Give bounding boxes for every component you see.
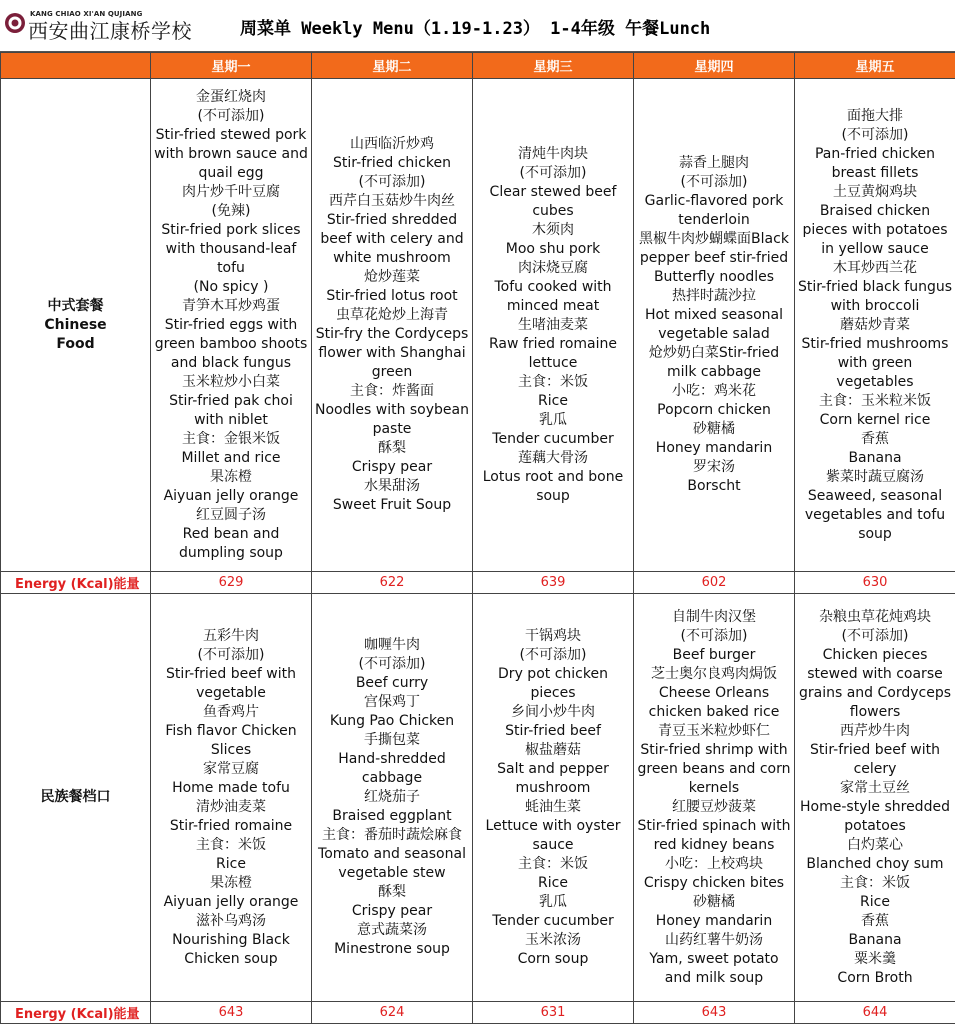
menu-item-line: Rice [538, 874, 568, 891]
menu-item-line: 山西临沂炒鸡 [350, 136, 434, 152]
menu-item-line: 蚝油生菜 [525, 798, 581, 815]
menu-item-line: 紫菜时蔬豆腐汤 [826, 468, 924, 485]
weekday-header-row [1, 53, 955, 79]
menu-item-line: Rice [860, 893, 890, 910]
section-label-ethnic-food [1, 594, 151, 1002]
menu-item-line: Aiyuan jelly orange [163, 487, 299, 504]
menu-item-line: Banana [848, 449, 902, 466]
menu-item-line: (不可添加) [197, 646, 265, 663]
menu-item-line: Stir-fried black fungus with broccoli [797, 278, 953, 314]
menu-item-line: 鱼香鸡片 [203, 703, 259, 720]
menu-item-line: 砂糖橘 [693, 421, 735, 437]
menu-item-line: Tender cucumber [492, 912, 614, 929]
menu-item-line: 热拌时蔬沙拉 [672, 288, 756, 304]
menu-item-line: Dry pot chicken pieces [498, 665, 608, 701]
energy-value: 639 [473, 572, 634, 594]
menu-item-line: 干锅鸡块 [525, 627, 581, 644]
page-header [0, 0, 955, 52]
menu-item-line: 香蕉 [861, 912, 889, 929]
menu-item-line: 粟米羹 [854, 950, 896, 967]
menu-item-line: Nourishing Black Chicken soup [172, 931, 290, 967]
menu-item-line: 白灼菜心 [847, 836, 903, 853]
menu-cell-chinese-tue [312, 79, 473, 572]
menu-item-line: 西芹炒牛肉 [840, 722, 910, 739]
section-label-line: 民族餐档口 [40, 789, 111, 805]
corner-cell [1, 53, 151, 79]
menu-item-line: Stir-fried pak choi with niblet [169, 392, 293, 428]
menu-item-line: Hand-shredded cabbage [338, 751, 446, 786]
menu-item-line: (不可添加) [519, 646, 587, 663]
menu-item-line: 果冻橙 [210, 468, 252, 485]
menu-item-line: Banana [848, 931, 902, 948]
menu-item-line: Stir-fried beef with vegetable [166, 665, 296, 701]
energy-label: Energy (Kcal)能量 [1, 572, 151, 594]
menu-item-line: 酥梨 [378, 884, 406, 900]
day-header-wed: 星期三 [473, 53, 634, 79]
menu-item-line: 黑椒牛肉炒蝴蝶面Black pepper beef stir-fried Butterfly noodles [639, 231, 789, 285]
menu-item-line: 青豆玉米粒炒虾仁 [658, 722, 770, 739]
menu-item-line: Salt and pepper mushroom [497, 760, 609, 796]
menu-item-line: (不可添加) [841, 126, 909, 143]
menu-item-line: 五彩牛肉 [203, 627, 259, 644]
menu-item-line: Chicken pieces stewed with coarse grains and Cordyceps flowers [798, 646, 952, 720]
menu-item-line: Rice [216, 855, 246, 872]
day-header-mon: 星期一 [151, 53, 312, 79]
menu-item-line: Blanched choy sum [806, 855, 944, 872]
school-logo [4, 8, 194, 42]
menu-item-line: 主食：米饭 [518, 855, 588, 872]
menu-item-line: Minestrone soup [334, 941, 450, 957]
menu-item-line: Lotus root and bone soup [482, 468, 624, 504]
menu-item-line: Stir-fried shrimp with green beans and corn kernels [637, 741, 791, 796]
menu-item-line: Cheese Orleans chicken baked rice [648, 684, 780, 720]
menu-item-line: Sweet Fruit Soup [332, 497, 452, 513]
chinese-food-row [1, 79, 955, 572]
menu-item-line: 果冻橙 [210, 874, 252, 891]
section-label-line: 中式套餐 [47, 297, 104, 314]
menu-item-line: (No spicy ) [193, 278, 269, 295]
page-title: 周菜单 Weekly Menu（1.19-1.23） 1-4年级 午餐Lunch [240, 19, 711, 39]
menu-item-line: 炝炒奶白菜Stir-fried milk cabbage [648, 345, 780, 380]
menu-item-line: 炝炒莲菜 [364, 269, 420, 285]
energy-value: 629 [151, 572, 312, 594]
menu-cell-chinese-wed [473, 79, 634, 572]
menu-item-line: (不可添加) [358, 174, 426, 190]
menu-item-line: (不可添加) [197, 107, 265, 124]
menu-item-line: Fish flavor Chicken Slices [165, 722, 297, 758]
menu-item-line: Yam, sweet potato and milk soup [649, 950, 779, 986]
menu-item-line: 家常土豆丝 [840, 779, 910, 796]
section-label-line: Food [56, 335, 95, 352]
menu-item-line: Noodles with soybean paste [315, 402, 469, 437]
menu-item-line: Lettuce with oyster sauce [485, 817, 621, 853]
menu-item-line: 土豆黄焖鸡块 [833, 183, 917, 200]
menu-item-line: Clear stewed beef cubes [489, 183, 617, 219]
menu-item-line: 生啫油麦菜 [518, 316, 588, 333]
energy-row-ethnic [1, 1002, 955, 1024]
energy-value: 643 [151, 1002, 312, 1024]
menu-item-line: Honey mandarin [655, 912, 773, 929]
menu-item-line: 主食：玉米粒米饭 [819, 392, 931, 409]
menu-item-line: 主食：米饭 [840, 874, 910, 891]
energy-value: 644 [795, 1002, 955, 1024]
menu-item-line: (免辣) [211, 202, 251, 219]
menu-item-line: (不可添加) [519, 164, 587, 181]
menu-item-line: 莲藕大骨汤 [518, 449, 588, 466]
menu-item-line: Garlic-flavored pork tenderloin [644, 193, 784, 228]
menu-item-line: 咖喱牛肉 [364, 637, 420, 653]
menu-item-line: 乳瓜 [539, 893, 567, 910]
day-header-fri: 星期五 [795, 53, 955, 79]
menu-item-line: (不可添加) [841, 627, 909, 644]
menu-item-line: 蘑菇炒青菜 [840, 316, 910, 333]
menu-item-line: 红烧茄子 [364, 789, 420, 805]
menu-item-line: 主食：炸酱面 [350, 383, 434, 399]
menu-cell-chinese-thu [634, 79, 795, 572]
menu-item-line: 主食：米饭 [518, 373, 588, 390]
menu-item-line: 西芹白玉菇炒牛肉丝 [329, 193, 455, 209]
menu-item-line: 红豆圆子汤 [196, 506, 266, 523]
menu-item-line: Beef curry [355, 675, 429, 691]
menu-cell-ethnic-mon [151, 594, 312, 1002]
menu-item-line: Kung Pao Chicken [329, 713, 455, 729]
menu-item-line: 罗宋汤 [693, 459, 735, 475]
menu-item-line: Beef burger [672, 646, 756, 663]
menu-table [0, 52, 955, 1024]
menu-item-line: Stir-fried lotus root [326, 288, 458, 304]
energy-value: 630 [795, 572, 955, 594]
menu-item-line: Raw fried romaine lettuce [488, 335, 618, 371]
menu-item-line: Stir-fried stewed pork with brown sauce and quail egg [154, 126, 308, 181]
menu-item-line: Tomato and seasonal vegetable stew [318, 846, 466, 881]
energy-value: 602 [634, 572, 795, 594]
school-emblem-icon [4, 12, 26, 34]
menu-item-line: 主食：金银米饭 [182, 430, 280, 447]
menu-item-line: Stir-fried shredded beef with celery and white mushroom [320, 212, 464, 266]
energy-value: 624 [312, 1002, 473, 1024]
menu-item-line: Aiyuan jelly orange [163, 893, 299, 910]
day-header-thu: 星期四 [634, 53, 795, 79]
menu-item-line: 家常豆腐 [203, 760, 259, 777]
menu-item-line: (不可添加) [358, 656, 426, 672]
menu-item-line: Hot mixed seasonal vegetable salad [644, 307, 784, 342]
menu-item-line: 椒盐蘑菇 [525, 741, 581, 758]
menu-item-line: 滋补乌鸡汤 [196, 912, 266, 929]
menu-item-line: Stir-fried beef [505, 722, 601, 739]
menu-item-line: Borscht [687, 478, 741, 494]
menu-item-line: Popcorn chicken [657, 402, 771, 418]
logo-chinese-text: 西安曲江康桥学校 [28, 19, 192, 43]
menu-item-line: 小吃：上校鸡块 [665, 855, 763, 872]
menu-item-line: 杂粮虫草花炖鸡块 [819, 608, 931, 625]
menu-item-line: 主食：米饭 [196, 836, 266, 853]
menu-item-line: 小吃：鸡米花 [672, 383, 756, 399]
menu-item-line: Rice [538, 392, 568, 409]
menu-cell-ethnic-tue [312, 594, 473, 1002]
menu-item-line: Crispy pear [351, 459, 433, 475]
menu-item-line: Stir-fried spinach with red kidney beans [637, 817, 791, 853]
energy-value: 631 [473, 1002, 634, 1024]
menu-item-line: Stir-fried chicken [333, 155, 451, 171]
energy-row-chinese [1, 572, 955, 594]
menu-item-line: 芝士奥尔良鸡肉焗饭 [651, 665, 777, 682]
menu-item-line: 意式蔬菜汤 [357, 922, 427, 938]
menu-item-line: Home-style shredded potatoes [800, 798, 950, 834]
menu-item-line: Corn Broth [837, 969, 913, 986]
menu-item-line: Corn soup [517, 950, 589, 967]
menu-item-line: Stir-fried pork slices with thousand-leaf tofu [161, 221, 301, 276]
menu-item-line: Red bean and dumpling soup [179, 525, 283, 561]
menu-item-line: Stir-fried mushrooms with green vegetables [801, 335, 949, 390]
menu-item-line: 乳瓜 [539, 411, 567, 428]
menu-cell-chinese-mon [151, 79, 312, 572]
menu-cell-ethnic-fri [795, 594, 955, 1002]
menu-item-line: 玉米粒炒小白菜 [182, 373, 280, 390]
menu-item-line: 手撕包菜 [364, 732, 420, 748]
menu-item-line: Braised eggplant [332, 808, 452, 824]
menu-item-line: Corn kernel rice [819, 411, 931, 428]
energy-value: 643 [634, 1002, 795, 1024]
menu-item-line: Tender cucumber [492, 430, 614, 447]
energy-value: 622 [312, 572, 473, 594]
menu-item-line: Honey mandarin [655, 440, 773, 456]
menu-item-line: 红腰豆炒菠菜 [672, 798, 756, 815]
day-header-tue: 星期二 [312, 53, 473, 79]
menu-item-line: 主食：番茄时蔬烩麻食 [322, 827, 462, 843]
menu-item-line: Stir-fried eggs with green bamboo shoots and black fungus [154, 316, 308, 371]
section-label-chinese-food [1, 79, 151, 572]
menu-item-line: Stir-fried romaine [169, 817, 293, 834]
menu-cell-ethnic-thu [634, 594, 795, 1002]
menu-item-line: Pan-fried chicken breast fillets [814, 145, 936, 181]
menu-item-line: 青笋木耳炒鸡蛋 [182, 297, 280, 314]
menu-cell-chinese-fri [795, 79, 955, 572]
menu-item-line: Millet and rice [181, 449, 281, 466]
menu-item-line: 清炒油麦菜 [196, 798, 266, 815]
menu-item-line: 金蛋红烧肉 [196, 88, 266, 105]
menu-item-line: 香蕉 [861, 430, 889, 447]
menu-item-line: Braised chicken pieces with potatoes in yellow sauce [802, 202, 948, 257]
energy-label: Energy (Kcal)能量 [1, 1002, 151, 1024]
menu-item-line: 砂糖橘 [693, 893, 735, 910]
menu-item-line: 水果甜汤 [364, 478, 420, 494]
menu-item-line: 自制牛肉汉堡 [672, 608, 756, 625]
menu-item-line: (不可添加) [680, 627, 748, 644]
menu-item-line: 乡间小炒牛肉 [511, 703, 595, 720]
section-label-line: Chinese [44, 316, 107, 333]
menu-item-line: 山药红薯牛奶汤 [665, 931, 763, 948]
menu-item-line: (不可添加) [680, 174, 748, 190]
menu-item-line: 木耳炒西兰花 [833, 259, 917, 276]
menu-item-line: Stir-fry the Cordyceps flower with Shanghai green [315, 326, 469, 380]
menu-item-line: 酥梨 [378, 440, 406, 456]
menu-item-line: 虫草花炝炒上海青 [336, 307, 448, 323]
menu-item-line: 蒜香上腿肉 [679, 155, 749, 171]
menu-item-line: 肉片炒千叶豆腐 [182, 183, 280, 200]
menu-item-line: Crispy chicken bites [643, 874, 785, 891]
ethnic-food-row [1, 594, 955, 1002]
menu-item-line: Tofu cooked with minced meat [494, 278, 612, 314]
menu-item-line: 玉米浓汤 [525, 931, 581, 948]
menu-item-line: Stir-fried beef with celery [810, 741, 940, 777]
menu-item-line: 宫保鸡丁 [364, 694, 420, 710]
logo-english-text: KANG CHIAO XI'AN QUJIANG [30, 10, 143, 18]
menu-item-line: 肉沫烧豆腐 [518, 259, 588, 276]
menu-item-line: Home made tofu [172, 779, 290, 796]
menu-item-line: Moo shu pork [505, 240, 601, 257]
menu-cell-ethnic-wed [473, 594, 634, 1002]
menu-item-line: 面拖大排 [847, 107, 903, 124]
menu-item-line: Seaweed, seasonal vegetables and tofu soup [804, 487, 946, 542]
menu-item-line: 木须肉 [532, 221, 574, 238]
menu-item-line: 清炖牛肉块 [518, 145, 588, 162]
menu-item-line: Crispy pear [351, 903, 433, 919]
